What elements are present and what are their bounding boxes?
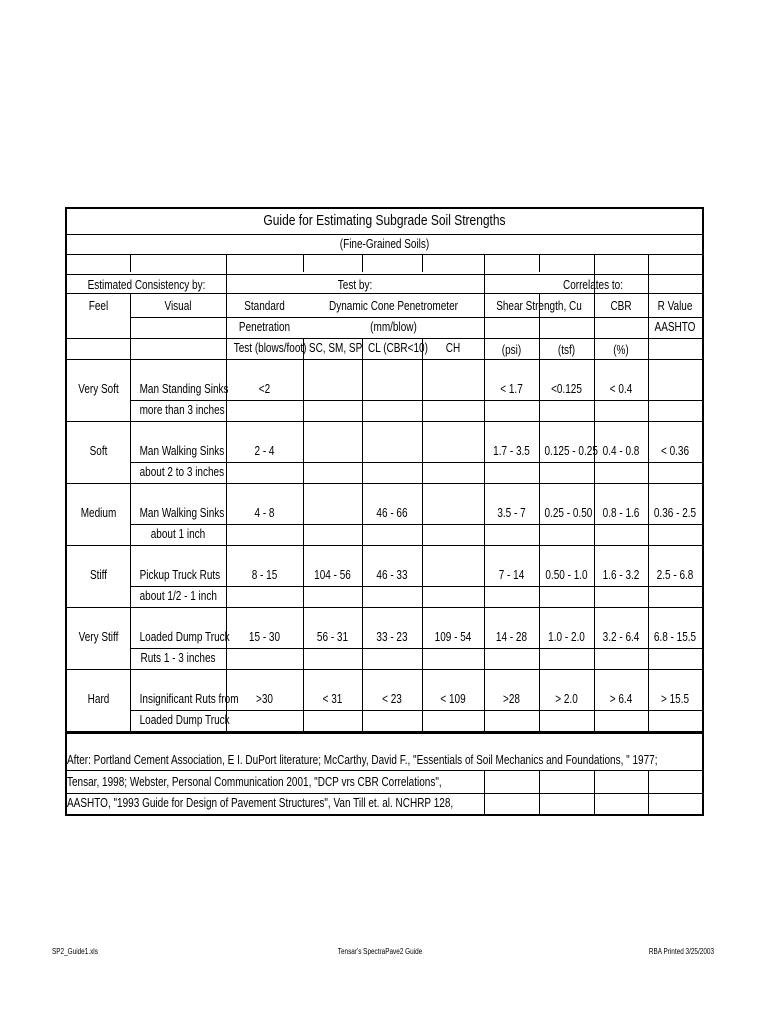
- cell-visual-line-1: Loaded Dump Truck: [139, 630, 230, 644]
- col-header-spt-3: Test (blows/foot): [233, 341, 307, 355]
- gridline-thick: [67, 731, 702, 734]
- gridline-v: [130, 254, 131, 272]
- group-header-correlates: Correlates to:: [562, 278, 624, 292]
- col-header-visual: Visual: [164, 299, 192, 313]
- col-header-cl: CL (CBR<10): [368, 341, 428, 355]
- gridline: [67, 669, 702, 670]
- col-header-aashto: AASHTO: [654, 320, 696, 334]
- cell-ch: 109 - 54: [434, 630, 472, 644]
- cell-tsf: 0.50 - 1.0: [545, 568, 588, 582]
- cell-r: < 0.36: [660, 444, 690, 458]
- gridline-v: [594, 770, 595, 814]
- cell-spt: <2: [258, 382, 271, 396]
- cell-psi: 3.5 - 7: [497, 506, 526, 520]
- footer-printed: RBA Printed 3/25/2003: [648, 947, 714, 956]
- cell-r: 0.36 - 2.5: [653, 506, 697, 520]
- gridline: [67, 254, 702, 255]
- cell-sc: < 31: [322, 692, 343, 706]
- gridline-v: [130, 293, 131, 731]
- cell-feel: Hard: [87, 692, 110, 706]
- cell-cl: 46 - 33: [376, 568, 408, 582]
- reference-line-1: After: Portland Cement Association, E I. DuPort literature; McCarthy, David F., "Essentials of Soil Mechanics and Foundations, " 1977;: [67, 753, 658, 767]
- cell-visual-line-1: Man Walking Sinks: [139, 444, 225, 458]
- gridline: [67, 545, 702, 546]
- col-header-rvalue: R Value: [657, 299, 693, 313]
- cell-spt: 2 - 4: [254, 444, 275, 458]
- cell-psi: 1.7 - 3.5: [493, 444, 530, 458]
- gridline: [67, 607, 702, 608]
- cell-psi: >28: [503, 692, 520, 706]
- gridline-v: [539, 254, 540, 272]
- cell-cl: 46 - 66: [376, 506, 408, 520]
- group-header-test: Test by:: [337, 278, 373, 292]
- cell-psi: 7 - 14: [498, 568, 525, 582]
- table-subtitle: (Fine-Grained Soils): [339, 237, 430, 251]
- cell-sc: 56 - 31: [316, 630, 349, 644]
- gridline: [67, 421, 702, 422]
- cell-visual-line-1: Pickup Truck Ruts: [139, 568, 221, 582]
- gridline-v: [484, 770, 485, 814]
- col-header-shear: Shear Strength, Cu: [496, 299, 582, 313]
- cell-visual-line-2: about 2 to 3 inches: [139, 465, 225, 479]
- gridline-v: [422, 338, 423, 731]
- cell-tsf: 1.0 - 2.0: [548, 630, 585, 644]
- col-header-sc: SC, SM, SP: [308, 341, 363, 355]
- gridline-v: [648, 770, 649, 814]
- reference-line-3: AASHTO, "1993 Guide for Design of Pavement Structures", Van Till et. al. NCHRP 128,: [67, 796, 454, 810]
- cell-tsf: > 2.0: [555, 692, 578, 706]
- gridline-v: [362, 338, 363, 731]
- cell-visual-line-2: about 1/2 - 1 inch: [139, 589, 217, 603]
- cell-sc: 104 - 56: [314, 568, 351, 582]
- col-header-spt-2: Penetration: [238, 320, 291, 334]
- footer-filename: SP2_Guide1.xls: [52, 947, 98, 956]
- gridline-v: [362, 254, 363, 272]
- gridline-v: [303, 254, 304, 272]
- cell-r: > 15.5: [660, 692, 690, 706]
- cell-feel: Medium: [80, 506, 117, 520]
- cell-tsf: <0.125: [551, 382, 582, 396]
- col-header-cbr-unit: (%): [613, 343, 629, 357]
- col-header-dcp-1: Dynamic Cone Penetrometer: [329, 299, 458, 313]
- table-title: Guide for Estimating Subgrade Soil Strengths: [263, 212, 506, 229]
- cell-visual-line-2: Ruts 1 - 3 inches: [140, 651, 216, 665]
- reference-line-2: Tensar, 1998; Webster, Personal Communication 2001, "DCP vrs CBR Correlations",: [67, 775, 442, 789]
- gridline: [67, 770, 702, 771]
- col-header-feel: Feel: [88, 299, 109, 313]
- cell-spt: 4 - 8: [254, 506, 275, 520]
- col-header-ch: CH: [445, 341, 461, 355]
- soil-strength-table: [65, 207, 704, 816]
- cell-feel: Very Soft: [78, 382, 119, 396]
- cell-tsf: 0.25 - 0.50: [544, 506, 593, 520]
- cell-visual-line-2: Loaded Dump Truck: [139, 713, 230, 727]
- cell-spt: 8 - 15: [251, 568, 278, 582]
- cell-spt: >30: [256, 692, 273, 706]
- gridline-v: [484, 254, 485, 731]
- col-header-spt-1: Standard: [244, 299, 285, 313]
- cell-cl: < 23: [382, 692, 402, 706]
- cell-feel: Soft: [89, 444, 108, 458]
- col-header-tsf: (tsf): [557, 343, 576, 357]
- cell-tsf: 0.125 - 0.25: [544, 444, 598, 458]
- cell-r: 6.8 - 15.5: [653, 630, 697, 644]
- cell-cbr: < 0.4: [609, 382, 633, 396]
- gridline-v: [594, 254, 595, 731]
- cell-cbr: 0.4 - 0.8: [602, 444, 640, 458]
- gridline-v: [422, 254, 423, 272]
- gridline-v: [539, 770, 540, 814]
- gridline-v: [648, 254, 649, 731]
- gridline-v: [226, 254, 227, 731]
- cell-spt: 15 - 30: [248, 630, 281, 644]
- cell-visual-line-1: Man Walking Sinks: [139, 506, 225, 520]
- cell-visual-line-1: Insignificant Ruts from: [139, 692, 239, 706]
- col-header-cbr: CBR: [610, 299, 632, 313]
- cell-ch: < 109: [440, 692, 466, 706]
- cell-visual-line-1: Man Standing Sinks: [139, 382, 229, 396]
- col-header-dcp-2: (mm/blow): [370, 320, 417, 334]
- cell-visual-line-2: about 1 inch: [150, 527, 206, 541]
- gridline: [67, 483, 702, 484]
- cell-cbr: 1.6 - 3.2: [602, 568, 640, 582]
- footer-center: Tensar's SpectraPave2 Guide: [337, 947, 423, 956]
- cell-feel: Stiff: [89, 568, 108, 582]
- cell-psi: 14 - 28: [495, 630, 528, 644]
- cell-cbr: 0.8 - 1.6: [602, 506, 640, 520]
- cell-cbr: 3.2 - 6.4: [602, 630, 640, 644]
- cell-psi: < 1.7: [500, 382, 523, 396]
- gridline-v: [303, 338, 304, 731]
- col-header-psi: (psi): [501, 343, 522, 357]
- cell-feel: Very Stiff: [78, 630, 119, 644]
- cell-visual-line-2: more than 3 inches: [139, 403, 225, 417]
- group-header-consistency: Estimated Consistency by:: [87, 278, 206, 292]
- cell-cbr: > 6.4: [609, 692, 633, 706]
- cell-r: 2.5 - 6.8: [656, 568, 694, 582]
- gridline-v: [539, 293, 540, 731]
- cell-cl: 33 - 23: [376, 630, 408, 644]
